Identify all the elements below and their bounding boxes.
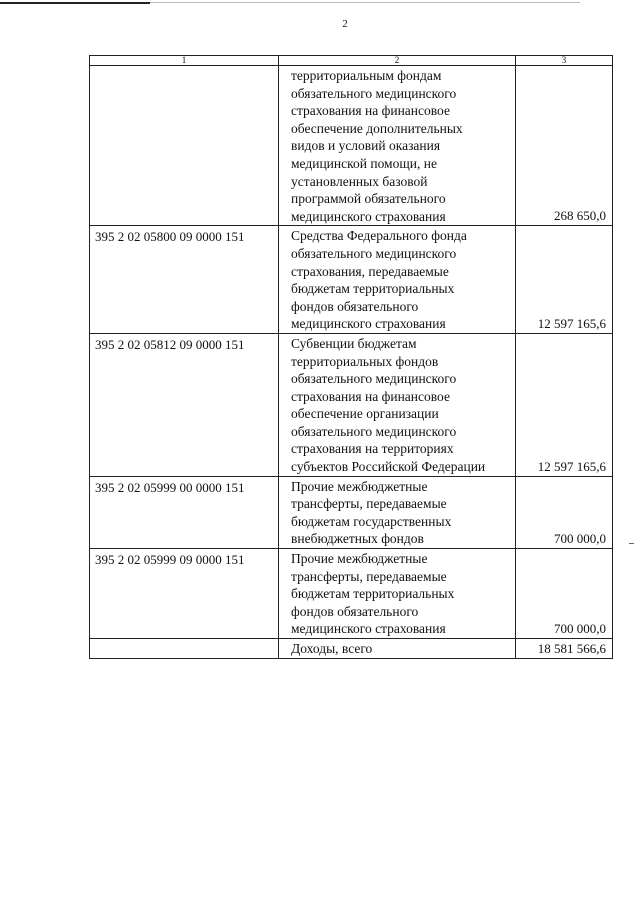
revenue-name-line: Субвенции бюджетам [291,335,417,351]
budget-code-cell: 395 2 02 05999 00 0000 151 [90,476,279,548]
revenue-name-line: субъектов Российской Федерации [291,459,486,475]
revenue-name-line: бюджетам государственных [291,513,452,529]
revenue-name-line: обязательного медицинского [291,245,457,261]
amount-cell: 12 597 165,6 [516,226,613,334]
column-header-name: 2 [279,56,516,66]
amount-cell: 12 597 165,6 [516,333,613,476]
revenue-name-line: обязательного медицинского [291,423,457,439]
revenue-name-line: медицинского страхования [291,621,446,637]
budget-code-cell: 395 2 02 05999 09 0000 151 [90,549,279,639]
scan-mark [629,543,634,544]
column-header-amount: 3 [516,56,613,66]
amount-cell: 18 581 566,6 [516,639,613,659]
revenue-name-cell [279,639,516,659]
revenue-name-line: территориальным фондам [291,68,442,83]
revenue-name-line: страхования на финансовое [291,388,450,404]
top-edge-rule-faint [150,2,580,3]
amount-cell: 700 000,0 [516,549,613,639]
revenue-name-line: Средства Федерального фонда [291,228,467,244]
revenue-name-cell [279,476,516,548]
budget-code-cell: 395 2 02 05800 09 0000 151 [90,226,279,334]
revenue-name-line: Прочие межбюджетные [291,551,428,567]
revenue-name-line: медицинского страхования [291,208,446,224]
revenue-name-line: Доходы, всего [291,641,373,656]
revenue-name-line: страхования, передаваемые [291,263,449,279]
table-row [90,639,613,659]
revenue-name-line: трансферты, передаваемые [291,496,447,512]
revenue-name-line: страхования на территориях [291,441,454,457]
table-row [90,476,613,548]
column-header-code: 1 [90,56,279,66]
amount-cell: 700 000,0 [516,476,613,548]
table-row [90,333,613,476]
header-row [90,56,613,66]
revenue-name-line: установленных базовой [291,173,428,189]
revenue-name-line: обязательного медицинского [291,371,457,387]
revenue-name-line: внебюджетных фондов [291,531,424,547]
revenue-name-line: обеспечение организации [291,406,439,422]
revenue-name-line: страхования на финансовое [291,103,450,119]
revenue-name-cell [279,226,516,334]
revenue-name-line: обеспечение дополнительных [291,120,463,136]
revenue-table [89,55,613,659]
revenue-name-cell [279,66,516,226]
table-row [90,66,613,226]
revenue-name-cell [279,549,516,639]
revenue-name-line: медицинской помощи, не [291,155,437,171]
revenue-name-line: бюджетам территориальных [291,586,455,602]
revenue-name-line: видов и условий оказания [291,138,441,154]
revenue-name-line: программой обязательного [291,191,446,207]
table-row [90,549,613,639]
amount-cell: 268 650,0 [516,66,613,226]
revenue-name-cell [279,333,516,476]
revenue-name-line: медицинского страхования [291,316,446,332]
budget-code-cell: 395 2 02 05812 09 0000 151 [90,333,279,476]
revenue-name-line: фондов обязательного [291,298,419,314]
revenue-name-line: фондов обязательного [291,603,419,619]
revenue-name-line: территориальных фондов [291,353,439,369]
page-number: 2 [342,18,348,30]
revenue-name-line: обязательного медицинского [291,85,457,101]
revenue-name-line: бюджетам территориальных [291,281,455,297]
revenue-name-line: Прочие межбюджетные [291,478,428,494]
budget-code-cell [90,639,279,659]
table-row [90,226,613,334]
revenue-name-line: трансферты, передаваемые [291,568,447,584]
top-edge-rule [0,2,150,4]
budget-code-cell [90,66,279,226]
